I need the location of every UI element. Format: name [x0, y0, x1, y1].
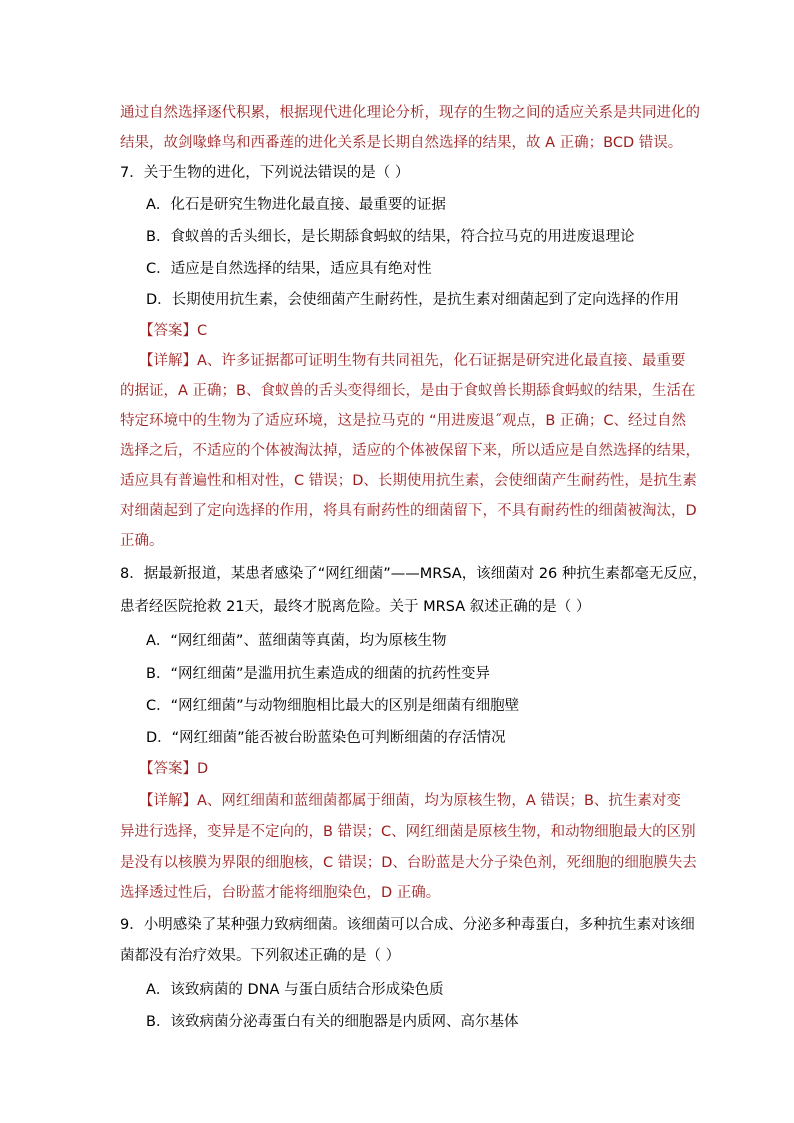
- question-7-option-a: A．化石是研究生物进化最直接、最重要的证据: [146, 197, 446, 213]
- question-7-explanation-line-4: 选择之后，不适应的个体被淘汰掉，适应的个体被保留下来，所以适应是自然选择的结果，: [120, 443, 700, 459]
- question-8-option-a: A．“网红细菌”、蓝细菌等真菌，均为原核生物: [146, 633, 447, 649]
- question-7-explanation-line-5: 适应具有普遍性和相对性，C 错误；D、长期使用抗生素，会使细菌产生耐药性，是抗生素: [120, 473, 697, 489]
- question-8-explanation-line-2: 异进行选择，变异是不定向的，B 错误；C、网红细菌是原核生物，和动物细胞最大的区别: [120, 824, 696, 840]
- question-9-stem-line-1: 9．小明感染了某种强力致病细菌。该细菌可以合成、分泌多种毒蛋白，多种抗生素对该细: [120, 917, 695, 933]
- question-7-explanation-line-2: 的据证，A 正确；B、食蚁兽的舌头变得细长，是由于食蚁兽长期舔食蚂蚁的结果，生活在: [120, 383, 696, 399]
- question-7-stem: 7．关于生物的进化，下列说法错误的是（ ）: [120, 165, 410, 181]
- question-8-stem-line-1: 8．据最新报道，某患者感染了“网红细菌”——MRSA，该细菌对 26 种抗生素都毫无反应，: [120, 566, 707, 582]
- question-7-explanation-line-7: 正确。: [120, 533, 164, 549]
- question-8-option-b: B．“网红细菌”是滥用抗生素造成的细菌的抗药性变异: [146, 666, 490, 682]
- question-8-answer: 【答案】D: [139, 761, 209, 777]
- question-7-answer: 【答案】C: [139, 323, 208, 339]
- question-8-explanation-line-4: 选择透过性后，台盼蓝才能将细胞染色，D 正确。: [120, 885, 441, 901]
- question-7-option-b: B．食蚁兽的舌头细长，是长期舔食蚂蚁的结果，符合拉马克的用进废退理论: [146, 229, 635, 245]
- question-7-option-c: C．适应是自然选择的结果，适应具有绝对性: [146, 261, 432, 277]
- question-8-explanation-line-3: 是没有以核膜为界限的细胞核，C 错误；D、台盼蓝是大分子染色剂，死细胞的细胞膜失去: [120, 855, 697, 871]
- question-8-option-c: C．“网红细菌”与动物细胞相比最大的区别是细菌有细胞壁: [146, 698, 520, 714]
- explanation-continuation-line-1: 通过自然选择逐代积累，根据现代进化理论分析，现存的生物之间的适应关系是共同进化的: [120, 105, 700, 121]
- question-8-option-d: D．“网红细菌”能否被台盼蓝染色可判断细菌的存活情况: [146, 730, 506, 746]
- question-7-explanation-line-6: 对细菌起到了定向选择的作用，将具有耐药性的细菌留下，不具有耐药性的细菌被淘汰，D: [120, 503, 697, 519]
- explanation-continuation-line-2: 结果，故剑喙蜂鸟和西番莲的进化关系是长期自然选择的结果，故 A 正确；BCD 错误。: [120, 135, 683, 151]
- question-8-stem-line-2: 患者经医院抢救 21天，最终才脱离危险。关于 MRSA 叙述正确的是（ ）: [120, 599, 591, 615]
- question-9-option-a: A．该致病菌的 DNA 与蛋白质结合形成染色质: [146, 982, 444, 998]
- question-7-explanation-line-3: 特定环境中的生物为了适应环境，这是拉马克的 “用进废退˝观点，B 正确；C、经过自然: [120, 413, 687, 429]
- question-9-option-b: B．该致病菌分泌毒蛋白有关的细胞器是内质网、高尔基体: [146, 1014, 519, 1030]
- question-7-option-d: D．长期使用抗生素，会使细菌产生耐药性，是抗生素对细菌起到了定向选择的作用: [146, 292, 680, 308]
- question-7-explanation-line-1: 【详解】A、许多证据都可证明生物有共同祖先，化石证据是研究进化最直接、最重要: [139, 353, 686, 369]
- question-8-explanation-line-1: 【详解】A、网红细菌和蓝细菌都属于细菌，均为原核生物，A 错误；B、抗生素对变: [139, 793, 681, 809]
- question-9-stem-line-2: 菌都没有治疗效果。下列叙述正确的是（ ）: [120, 948, 401, 964]
